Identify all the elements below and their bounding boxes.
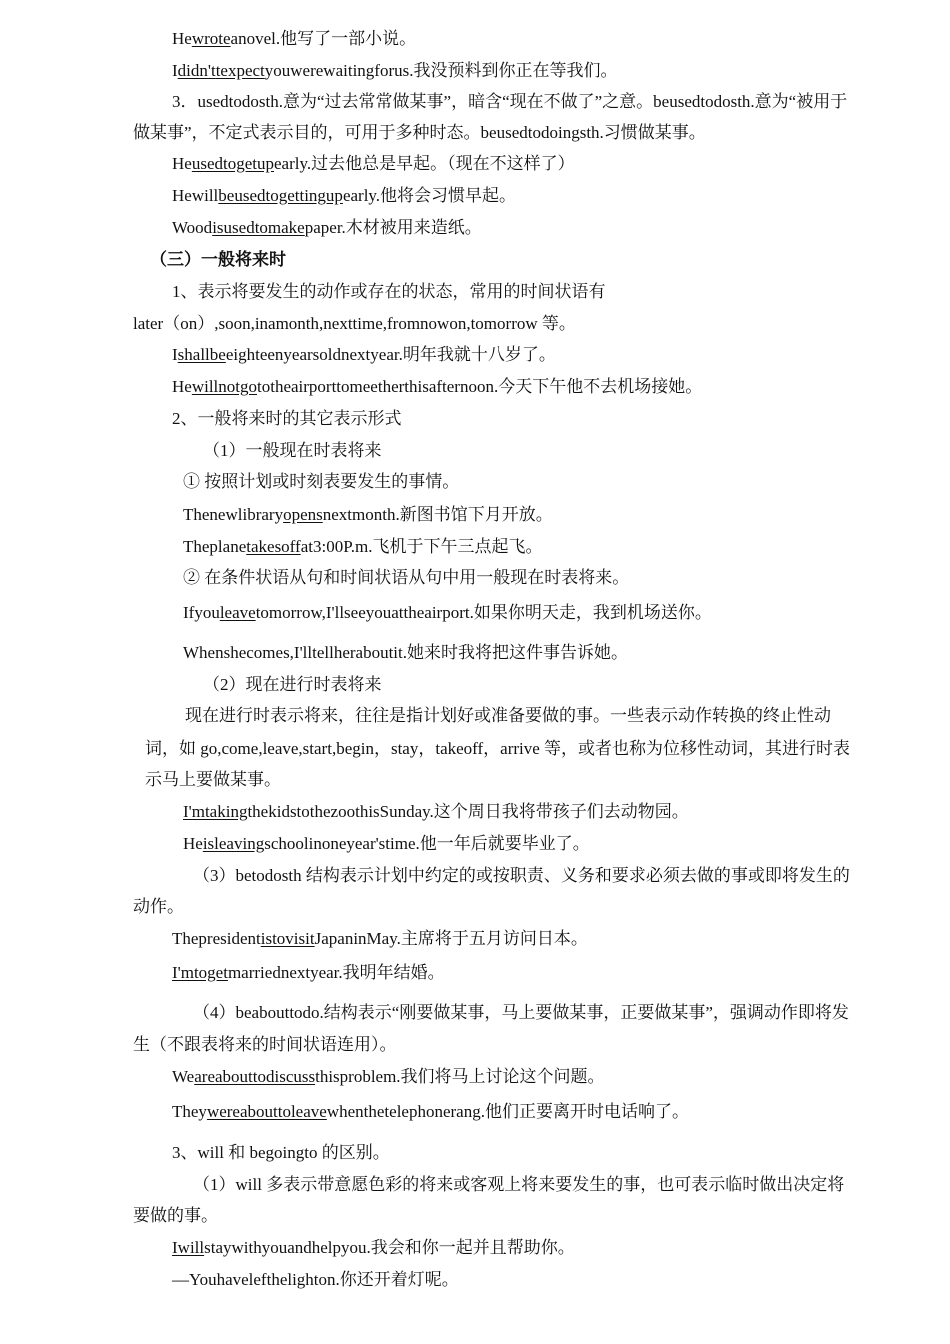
underlined-phrase: istovisit [260,929,315,948]
text-segment: He [172,154,192,173]
text-segment: 做某事”，不定式表示目的，可用于多种时态。beusedtodoingsth.习惯做某事。 [133,123,706,142]
text-segment: at3:00P.m.飞机于下午三点起飞。 [300,537,543,556]
text-line [172,408,402,430]
text-segment: thisproblem.我们将马上讨论这个问题。 [315,1067,605,1086]
text-segment: anovel.他写了一部小说。 [230,29,417,48]
text-line [172,1269,459,1291]
text-segment: staywithyouandhelpyou.我会和你一起并且帮助你。 [204,1238,575,1257]
underlined-phrase: isleaving [202,834,265,853]
text-line [133,122,706,144]
text-segment: （1）一般现在时表将来 [203,441,382,460]
text-segment: 要做的事。 [133,1206,218,1225]
text-line [133,1034,397,1056]
text-segment: Hewill [172,186,219,205]
text-line [203,674,382,696]
underlined-phrase: shallbe [177,345,226,364]
text-segment: marriednextyear.我明年结婚。 [227,963,445,982]
text-segment: Thepresident [172,929,261,948]
text-segment: （4）beabouttodo.结构表示“刚要做某事，马上要做某事，正要做某事”，强调动作即将发 [193,1003,849,1022]
underlined-phrase: areabouttodiscuss [194,1067,316,1086]
text-line [183,567,629,589]
text-segment: 3．usedtodosth.意为“过去常常做某事”，暗含“现在不做了”之意。beusedtodosth.意为“被用于 [172,92,848,111]
text-line [172,185,516,207]
text-segment: whenthetelephonerang.他们正要离开时电话响了。 [326,1102,689,1121]
text-segment: nextmonth.新图书馆下月开放。 [322,505,553,524]
text-segment: They [172,1102,207,1121]
text-line [183,536,543,558]
underlined-phrase: I'mtaking [183,802,248,821]
underlined-phrase: takesoff [246,537,301,556]
text-segment: 现在进行时表示将来，往往是指计划好或准备要做的事。一些表示动作转换的终止性动 [185,706,831,725]
text-segment: later（on）,soon,inamonth,nexttime,fromnowon,tomorrow 等。 [133,314,576,333]
text-line [193,1002,849,1024]
text-segment: totheairporttomeetherthisafternoon.今天下午他不去机场接她。 [257,377,703,396]
text-segment: We [172,1067,195,1086]
text-line [183,602,712,624]
text-segment: Whenshecomes,I'lltellheraboutit.她来时我将把这件事告诉她。 [183,643,628,662]
text-segment: 动作。 [133,897,184,916]
text-segment: （三）一般将来时 [150,250,286,269]
underlined-phrase: texpect [215,61,265,80]
text-line [193,1174,844,1196]
text-line [133,1205,218,1227]
text-segment: He [172,377,192,396]
text-line [172,28,416,50]
text-segment: JapaninMay.主席将于五月访问日本。 [314,929,588,948]
text-segment: early.他将会习惯早起。 [342,186,517,205]
text-segment: （3）betodosth 结构表示计划中约定的或按职责、义务和要求必须去做的事或即将发生的 [193,866,850,885]
text-line [172,344,556,366]
text-segment: schoolinoneyear'stime.他一年后就要毕业了。 [264,834,590,853]
text-line [172,60,618,82]
text-segment: thekidstothezoothisSunday.这个周日我将带孩子们去动物园。 [247,802,689,821]
text-line [172,928,588,950]
text-segment: I [172,61,178,80]
underlined-phrase: didn't [177,61,216,80]
text-segment: tomorrow,I'llseeyouattheairport.如果你明天走，我到机场送你。 [255,603,712,622]
text-line [183,471,459,493]
text-segment: I [172,345,178,364]
text-segment: early.过去他总是早起。（现在不这样了） [273,154,575,173]
text-line [183,504,553,526]
underlined-phrase: beusedtogettingup [218,186,343,205]
text-segment: 示马上要做某事。 [145,770,281,789]
text-line [145,738,850,760]
text-line [172,376,702,398]
text-line [172,153,575,175]
text-line [133,896,184,918]
text-segment: （1）will 多表示带意愿色彩的将来或客观上将来要发生的事，也可表示临时做出决定将 [193,1175,845,1194]
text-line [172,281,606,303]
text-line [203,440,382,462]
text-line [193,865,850,887]
text-line [133,313,576,335]
text-segment: 生（不跟表将来的时间状语连用）。 [133,1035,397,1054]
text-segment: 词，如 go,come,leave,start,begin，stay，takeoff，arrive 等，或者也称为位移性动词，其进行时表 [145,739,851,758]
text-line [172,1142,390,1164]
text-line [183,833,590,855]
text-segment: （2）现在进行时表将来 [203,675,382,694]
underlined-phrase: I'mtoget [172,963,228,982]
text-segment: He [183,834,203,853]
text-line [172,1101,689,1123]
text-segment: eighteenyearsoldnextyear.明年我就十八岁了。 [225,345,556,364]
text-segment: Wood [172,218,213,237]
underlined-phrase: wrote [191,29,231,48]
text-segment: Thenewlibrary [183,505,284,524]
text-segment: Theplane [183,537,247,556]
text-line [172,91,847,113]
text-line [183,801,689,823]
text-line [172,217,482,239]
section-heading [150,249,286,271]
text-segment: ① 按照计划或时刻表要发生的事情。 [183,472,460,491]
text-line [145,769,281,791]
text-segment: ② 在条件状语从句和时间状语从句中用一般现在时表将来。 [183,568,630,587]
text-segment: 1、表示将要发生的动作或存在的状态，常用的时间状语有 [172,282,606,301]
underlined-phrase: isusedtomake [212,218,305,237]
underlined-phrase: leave [219,603,256,622]
text-line [172,1066,605,1088]
text-segment: youwerewaitingforus.我没预料到你正在等我们。 [264,61,618,80]
underlined-phrase: willnotgo [191,377,257,396]
text-segment: paper.木材被用来造纸。 [304,218,482,237]
underlined-phrase: Iwill [172,1238,205,1257]
text-segment: He [172,29,192,48]
text-segment: —Youhavelefthelighton.你还开着灯呢。 [172,1270,459,1289]
text-line [172,1237,575,1259]
underlined-phrase: usedtogetup [191,154,274,173]
text-segment: 3、will 和 begoingto 的区别。 [172,1143,390,1162]
text-line [172,962,445,984]
text-segment: 2、一般将来时的其它表示形式 [172,409,402,428]
underlined-phrase: wereabouttoleave [206,1102,327,1121]
underlined-phrase: opens [283,505,323,524]
text-segment: Ifyou [183,603,220,622]
text-line [185,705,831,727]
text-line [183,642,628,664]
